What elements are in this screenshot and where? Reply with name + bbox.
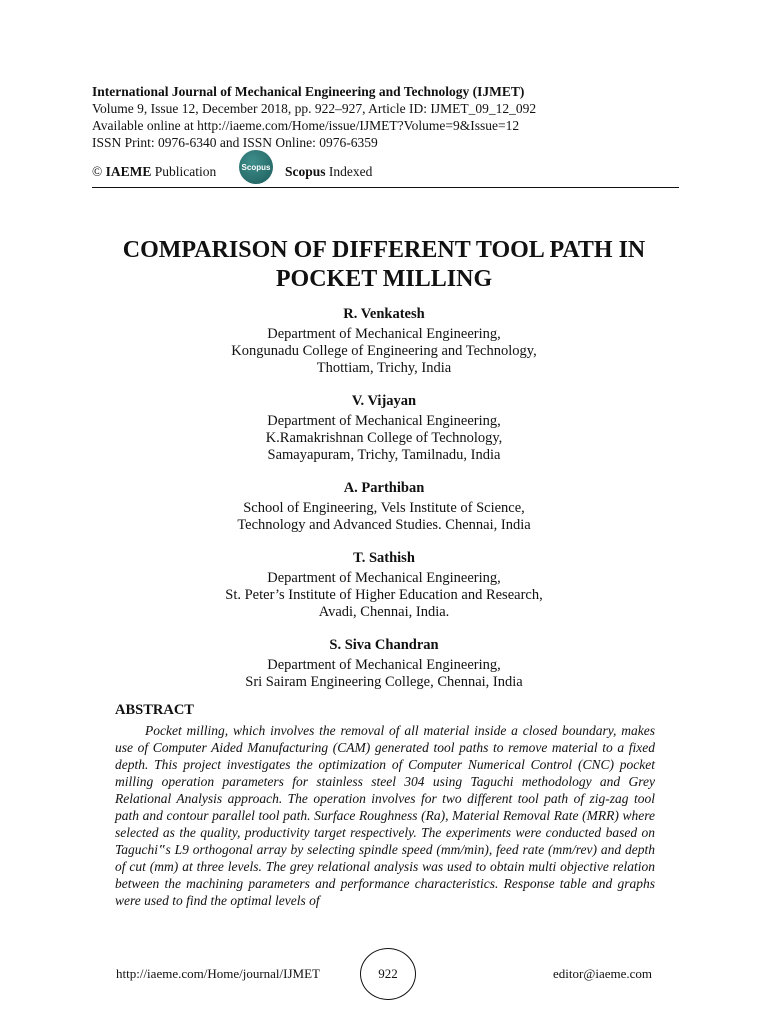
affiliation-line: Avadi, Chennai, India. xyxy=(318,604,450,620)
author-block xyxy=(84,480,684,534)
footer-url: http://iaeme.com/Home/journal/IJMET xyxy=(116,966,320,981)
copyright-symbol: © xyxy=(92,164,103,179)
author-name: T. Sathish xyxy=(353,550,415,566)
affiliation-line: School of Engineering, Vels Institute of Science, xyxy=(243,500,525,516)
paper-title-line-2: POCKET MILLING xyxy=(275,266,493,292)
author-name: V. Vijayan xyxy=(351,393,417,409)
scopus-name: Scopus xyxy=(285,164,326,179)
author-block xyxy=(84,550,684,621)
abstract-heading: ABSTRACT xyxy=(115,702,194,718)
scopus-logo-text: Scopus xyxy=(241,162,271,172)
page-number xyxy=(360,948,416,1000)
affiliation-line: Department of Mechanical Engineering, xyxy=(267,413,501,429)
affiliation-line: St. Peter’s Institute of Higher Education and Research, xyxy=(225,587,543,603)
affiliation-line: Thottiam, Trichy, India xyxy=(316,360,452,376)
affiliation-line: Samayapuram, Trichy, Tamilnadu, India xyxy=(267,447,501,463)
affiliation-line: Kongunadu College of Engineering and Technology, xyxy=(231,343,537,359)
footer-email: editor@iaeme.com xyxy=(553,966,652,981)
abstract-section xyxy=(115,702,655,909)
affiliation-line: K.Ramakrishnan College of Technology, xyxy=(265,430,503,446)
abstract-text: Pocket milling, which involves the removal of all material inside a closed boundary, makes use of Computer Aided Manufacturing (CAM) generated tool paths to remove material to a fixed depth. This project investigates the optimization of Computer Numerical Control (CNC) pocket milling operation parameters for stainless steel 304 using Taguchi methodology and Grey Relational Analysis approach. The operation involves for two different tool path of zig-zag tool path and contour parallel tool path. Surface Roughness (Ra), Material Removal Rate (MRR) where selected as the quality, productivity target respectively. The experiments were conducted based on Taguchi‟s L9 orthogonal array by selecting spindle speed (mm/min), feed rate (mm/rev) and depth of cut (mm) at three levels. The grey relational analysis was used to obtain multi objective relation between the machining parameters and performance characteristics. Response table and graphs were used to find the optimal levels of xyxy=(115,723,655,908)
affiliation-line: Department of Mechanical Engineering, xyxy=(267,326,501,342)
paper-title xyxy=(60,236,708,294)
author-block xyxy=(84,637,684,691)
author-block xyxy=(84,306,684,377)
available-online: Available online at http://iaeme.com/Home/issue/IJMET?Volume=9&Issue=12 xyxy=(92,118,520,133)
indexed-suffix: Indexed xyxy=(325,164,373,179)
publisher-credit xyxy=(92,164,216,180)
page-footer xyxy=(116,948,652,1000)
affiliation-line: Sri Sairam Engineering College, Chennai, India xyxy=(245,674,523,690)
author-name: R. Venkatesh xyxy=(343,306,425,322)
author-block xyxy=(84,393,684,464)
page-number-text: 922 xyxy=(378,966,398,981)
scopus-logo-icon xyxy=(239,150,273,184)
journal-title: International Journal of Mechanical Engineering and Technology (IJMET) xyxy=(92,84,525,99)
author-name: A. Parthiban xyxy=(343,480,425,496)
volume-info: Volume 9, Issue 12, December 2018, pp. 922–927, Article ID: IJMET_09_12_092 xyxy=(92,101,537,116)
paper-title-line-1: COMPARISON OF DIFFERENT TOOL PATH IN xyxy=(122,237,646,263)
affiliation-line: Department of Mechanical Engineering, xyxy=(267,657,501,673)
header-divider xyxy=(92,187,679,188)
scopus-indexed xyxy=(285,164,372,180)
affiliation-line: Department of Mechanical Engineering, xyxy=(267,570,501,586)
publication-row xyxy=(92,150,682,188)
publisher-name: IAEME xyxy=(105,164,152,179)
author-list xyxy=(84,306,684,707)
affiliation-line: Technology and Advanced Studies. Chennai, India xyxy=(237,517,531,533)
publisher-suffix: Publication xyxy=(151,164,217,179)
issn-info: ISSN Print: 0976-6340 and ISSN Online: 0976-6359 xyxy=(92,135,378,150)
journal-header xyxy=(92,83,682,151)
author-name: S. Siva Chandran xyxy=(329,637,439,653)
